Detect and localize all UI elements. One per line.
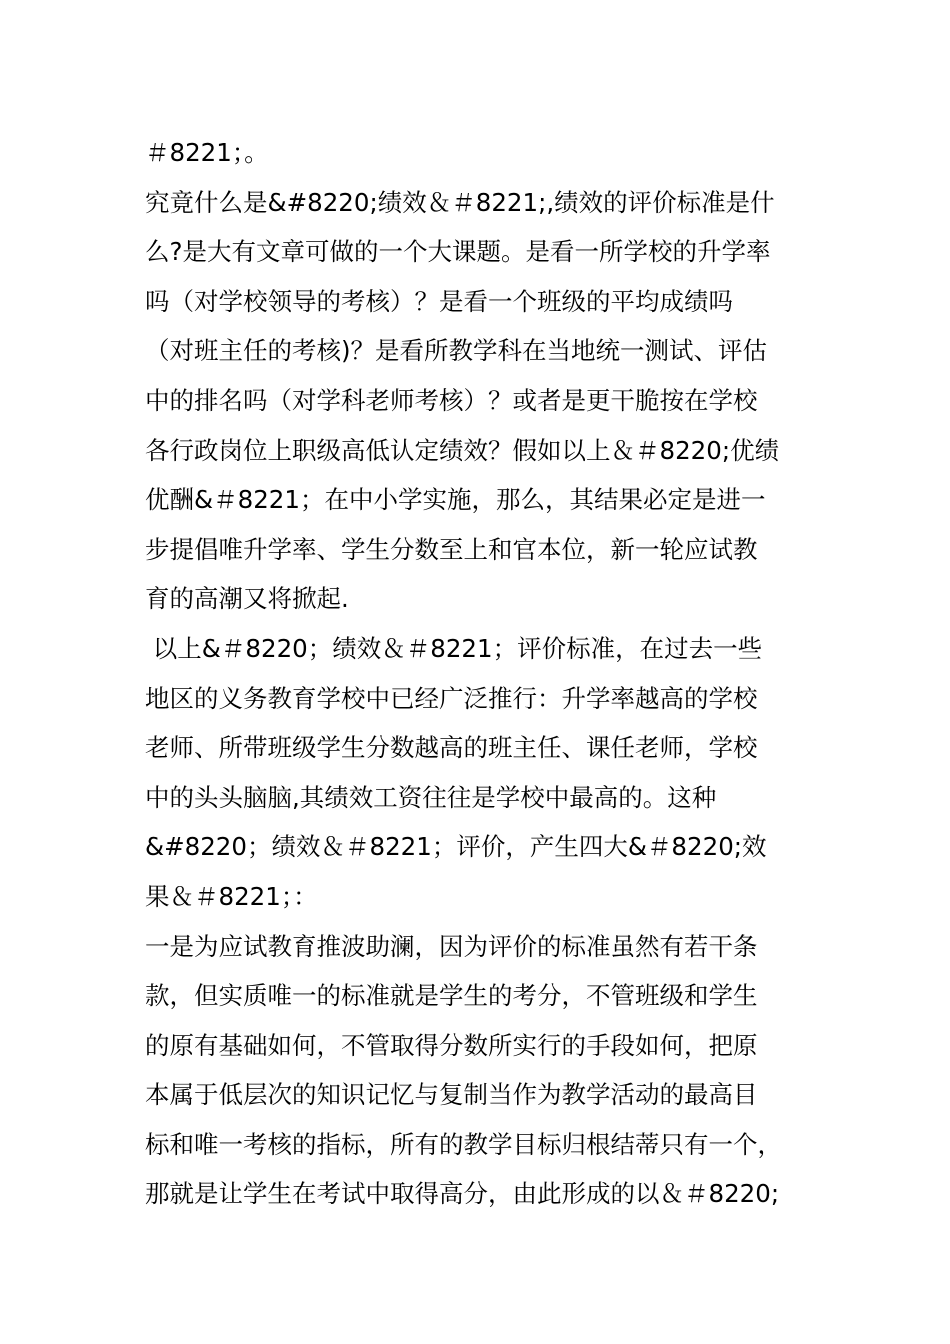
text-line: 步提倡唯升学率、学生分数至上和官本位，新一轮应试教 bbox=[145, 534, 758, 564]
text-line: （对班主任的考核)？是看所教学科在当地统一测试、评估 bbox=[145, 336, 768, 366]
text-line: 本属于低层次的知识记忆与复制当作为教学活动的最高目 bbox=[145, 1080, 758, 1110]
text-line: 地区的义务教育学校中已经广泛推行：升学率越高的学校 bbox=[145, 683, 758, 713]
text-line: 中的排名吗（对学科老师考核）？或者是更干脆按在学校 bbox=[145, 385, 758, 415]
text-line: 育的高潮又将掀起. bbox=[145, 584, 349, 614]
text-line: 吗（对学校领导的考核）？是看一个班级的平均成绩吗 bbox=[145, 286, 733, 316]
text-line: 中的头头脑脑,其绩效工资往往是学校中最高的。这种 bbox=[145, 782, 717, 812]
text-line: 一是为应试教育推波助澜，因为评价的标准虽然有若干条 bbox=[145, 931, 758, 961]
text-line: 优酬&＃8221；在中小学实施，那么，其结果必定是进一 bbox=[145, 485, 766, 515]
text-line: ＃8221；。 bbox=[145, 138, 269, 167]
text-line: &#8220；绩效＆＃8221；评价，产生四大&＃8220;效 bbox=[145, 832, 767, 862]
text-line: 款，但实质唯一的标准就是学生的考分，不管班级和学生 bbox=[145, 981, 758, 1011]
text-line: 以上&＃8220；绩效＆＃8221；评价标准，在过去一些 bbox=[145, 633, 763, 663]
text-line: 的原有基础如何，不管取得分数所实行的手段如何，把原 bbox=[145, 1030, 758, 1060]
text-line: 那就是让学生在考试中取得高分，由此形成的以＆＃8220; bbox=[145, 1179, 780, 1209]
text-line: 果＆＃8221；： bbox=[145, 881, 318, 911]
text-line: 各行政岗位上职级高低认定绩效？假如以上＆＃8220;优绩 bbox=[145, 435, 780, 465]
document-body bbox=[145, 128, 825, 1219]
text-line: 究竟什么是&#8220;绩效＆＃8221;,绩效的评价标准是什 bbox=[145, 187, 775, 217]
text-line: 么?是大有文章可做的一个大课题。是看一所学校的升学率 bbox=[145, 237, 771, 267]
text-line: 老师、所带班级学生分数越高的班主任、课任老师，学校 bbox=[145, 733, 758, 763]
text-line: 标和唯一考核的指标，所有的教学目标归根结蒂只有一个， bbox=[145, 1129, 782, 1159]
